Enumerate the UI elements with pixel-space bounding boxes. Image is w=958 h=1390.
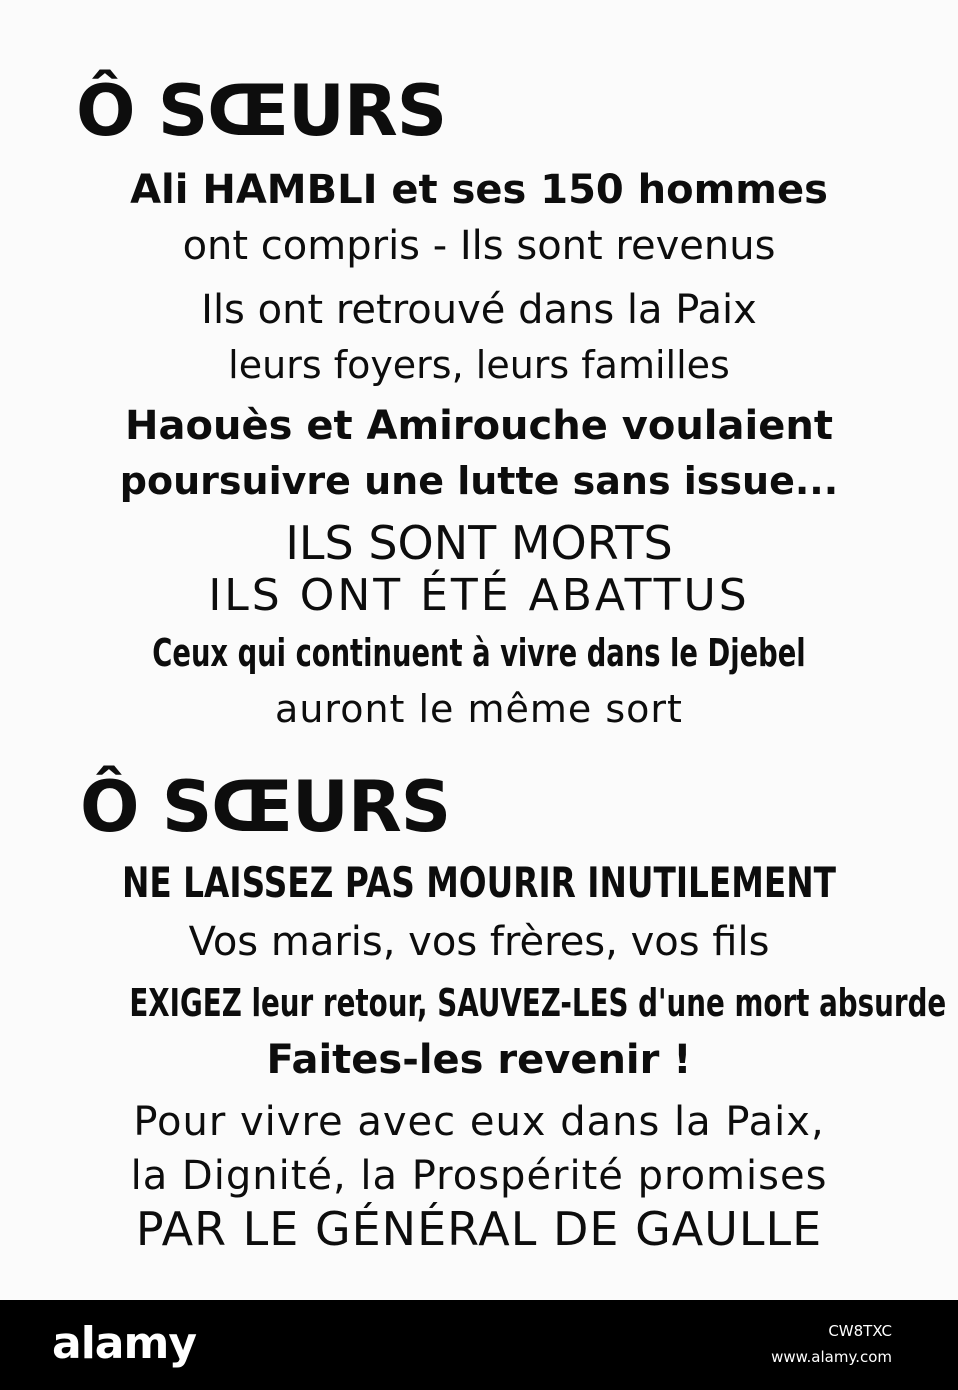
section1-line-4: leurs foyers, leurs familles [228, 343, 730, 387]
section2-line-3: EXIGEZ leur retour, SAUVEZ-LES d'une mort absurde [129, 981, 947, 1025]
watermark-footer [0, 1300, 958, 1390]
alamy-logo: alamy [52, 1318, 196, 1369]
section1-line-8: ILS ONT ÉTÉ ABATTUS [208, 570, 750, 621]
section1-line-3: Ils ont retrouvé dans la Paix [201, 287, 757, 333]
section1-line-2: ont compris - Ils sont revenus [182, 223, 776, 269]
section1-line-10: auront le même sort [275, 687, 683, 731]
section2-line-2: Vos maris, vos frères, vos fils [188, 919, 770, 965]
section2-heading: Ô SŒURS [80, 766, 451, 848]
image-id: CW8TXC [828, 1322, 892, 1340]
section1-line-5: Haouès et Amirouche voulaient [125, 403, 833, 449]
section1-heading: Ô SŒURS [76, 70, 447, 152]
section2-line-5: Pour vivre avec eux dans la Paix, [133, 1099, 825, 1145]
section2-line-4: Faites-les revenir ! [266, 1037, 692, 1083]
site-url: www.alamy.com [771, 1348, 892, 1366]
section1-line-9: Ceux qui continuent à vivre dans le Djebel [152, 631, 806, 675]
section1-line-7: ILS SONT MORTS [285, 516, 673, 570]
section1-line-6: poursuivre une lutte sans issue... [119, 459, 839, 503]
section2-line-7: PAR LE GÉNÉRAL DE GAULLE [135, 1202, 823, 1256]
section2-line-6: la Dignité, la Prospérité promises [130, 1153, 828, 1199]
section2-line-1: NE LAISSEZ PAS MOURIR INUTILEMENT [121, 858, 837, 907]
section1-line-1: Ali HAMBLI et ses 150 hommes [130, 167, 828, 213]
